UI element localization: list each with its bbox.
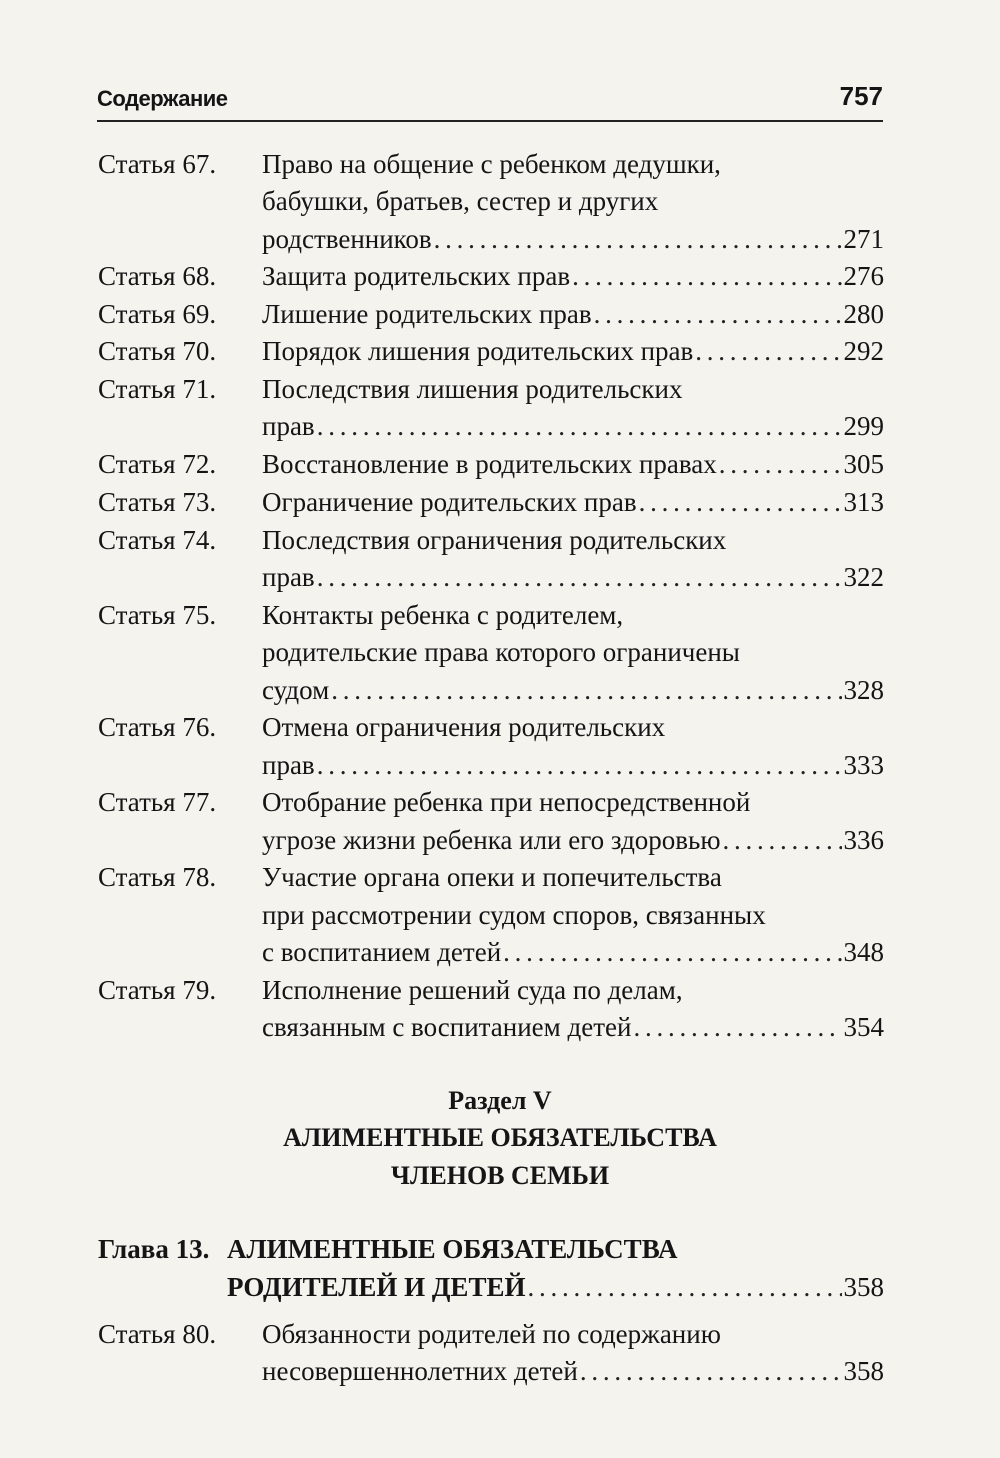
leader-line [227, 1268, 884, 1306]
article-title-line: Исполнение решений суда по делам, [262, 975, 683, 1005]
chapter-heading [0, 1230, 1000, 1268]
toc-entry-79 [0, 971, 1000, 1009]
section-label: Раздел V [448, 1086, 552, 1115]
article-number: Статья 78. [98, 862, 217, 892]
article-title-line: несовершеннолетних детей [262, 1356, 578, 1386]
toc-entry-72 [0, 445, 1000, 483]
article-title-line: Отмена ограничения родительских [262, 712, 666, 742]
article-title-line: бабушки, братьев, сестер и других [262, 186, 659, 216]
article-title-line: Лишение родительских прав [262, 299, 592, 329]
toc-entry-69 [0, 295, 1000, 333]
toc-entry-74 [0, 521, 1000, 559]
leader-dots [717, 445, 842, 483]
leader-line [262, 821, 884, 859]
leader-dots [501, 933, 841, 971]
article-title-line: Ограничение родительских прав [262, 487, 637, 517]
leader-dots [432, 220, 842, 258]
toc-entry-70 [0, 332, 1000, 370]
leader-dots [525, 1268, 841, 1306]
article-number: Статья 77. [98, 787, 217, 817]
article-title-line: родственников [262, 224, 432, 254]
article-number: Статья 74. [98, 525, 217, 555]
section-title-line: АЛИМЕНТНЫЕ ОБЯЗАТЕЛЬСТВА [283, 1123, 717, 1152]
article-title-line: Участие органа опеки и попечительства [262, 862, 722, 892]
toc-entry-67 [0, 145, 1000, 183]
article-title-line: прав [262, 750, 315, 780]
leader-line [262, 558, 884, 596]
leader-dots [592, 295, 842, 333]
chapter-title-line: РОДИТЕЛЕЙ И ДЕТЕЙ [227, 1272, 526, 1302]
article-title-line: Последствия ограничения родительских [262, 525, 727, 555]
article-number: Статья 70. [98, 336, 217, 366]
leader-dots [315, 746, 842, 784]
article-title-line: прав [262, 411, 315, 441]
article-title-line: судом [262, 675, 330, 705]
leader-dots [570, 257, 841, 295]
page-ref: 271 [843, 224, 884, 254]
leader-dots [578, 1352, 842, 1390]
page-ref: 299 [843, 411, 884, 441]
header-page-number: 757 [839, 81, 883, 111]
toc-entry-71 [0, 370, 1000, 408]
toc-entry-78 [0, 858, 1000, 896]
article-number: Статья 73. [98, 487, 217, 517]
article-number: Статья 75. [98, 600, 217, 630]
leader-line [262, 746, 884, 784]
leader-line [262, 407, 884, 445]
leader-dots [329, 671, 841, 709]
leader-line [262, 671, 884, 709]
article-title-line: при рассмотрении судом споров, связанных [262, 900, 766, 930]
article-title-line: Восстановление в родительских правах [262, 449, 717, 479]
running-header [97, 80, 883, 122]
article-number: Статья 72. [98, 449, 217, 479]
leader-dots [315, 558, 842, 596]
article-number: Статья 80. [98, 1319, 217, 1349]
article-number: Статья 79. [98, 975, 217, 1005]
page-ref: 305 [843, 449, 884, 479]
page-ref: 336 [843, 825, 884, 855]
chapter-label: Глава 13. [98, 1234, 210, 1264]
leader-dots [631, 1008, 841, 1046]
leader-line [262, 1008, 884, 1046]
article-title-line: угрозе жизни ребенка или его здоровью [262, 825, 721, 855]
leader-line [262, 332, 884, 370]
section-title-line: ЧЛЕНОВ СЕМЬИ [390, 1161, 610, 1190]
article-title-line: прав [262, 562, 315, 592]
leader-line [262, 257, 884, 295]
page-ref: 276 [843, 261, 884, 291]
leader-line [262, 220, 884, 258]
leader-line [262, 445, 884, 483]
page-ref: 348 [843, 937, 884, 967]
article-number: Статья 67. [98, 149, 217, 179]
page-ref: 358 [843, 1356, 884, 1386]
article-title-line: Порядок лишения родительских прав [262, 336, 694, 366]
article-title-line: родительские права которого ограничены [262, 637, 740, 667]
toc-entry-73 [0, 483, 1000, 521]
leader-line [262, 933, 884, 971]
leader-dots [315, 407, 842, 445]
article-title-line: Отобрание ребенка при непосредственной [262, 787, 751, 817]
article-title-line: Последствия лишения родительских [262, 374, 683, 404]
article-number: Статья 69. [98, 299, 217, 329]
leader-line [262, 295, 884, 333]
article-title-line: связанным с воспитанием детей [262, 1012, 632, 1042]
page-ref: 292 [843, 336, 884, 366]
page-ref: 280 [843, 299, 884, 329]
toc-entry-75 [0, 596, 1000, 634]
toc-entry-77 [0, 783, 1000, 821]
article-number: Статья 68. [98, 261, 217, 291]
article-title-line: Обязанности родителей по содержанию [262, 1319, 721, 1349]
article-number: Статья 76. [98, 712, 217, 742]
page-ref: 333 [843, 750, 884, 780]
leader-dots [721, 821, 842, 859]
toc-entry-76 [0, 708, 1000, 746]
toc-entry-80 [0, 1315, 1000, 1353]
toc-entry-68 [0, 257, 1000, 295]
chapter-title-line: АЛИМЕНТНЫЕ ОБЯЗАТЕЛЬСТВА [227, 1234, 678, 1264]
page-ref: 358 [843, 1272, 884, 1302]
article-title-line: Защита родительских прав [262, 261, 571, 291]
leader-dots [637, 483, 842, 521]
article-title-line: с воспитанием детей [262, 937, 502, 967]
leader-line [262, 483, 884, 521]
page-ref: 313 [843, 487, 884, 517]
header-title: Содержание [97, 86, 228, 111]
page-ref: 354 [843, 1012, 884, 1042]
page-ref: 328 [843, 675, 884, 705]
article-title-line: Право на общение с ребенком дедушки, [262, 149, 721, 179]
leader-dots [693, 332, 841, 370]
page-ref: 322 [843, 562, 884, 592]
article-title-line: Контакты ребенка с родителем, [262, 600, 624, 630]
article-number: Статья 71. [98, 374, 217, 404]
leader-line [262, 1352, 884, 1390]
